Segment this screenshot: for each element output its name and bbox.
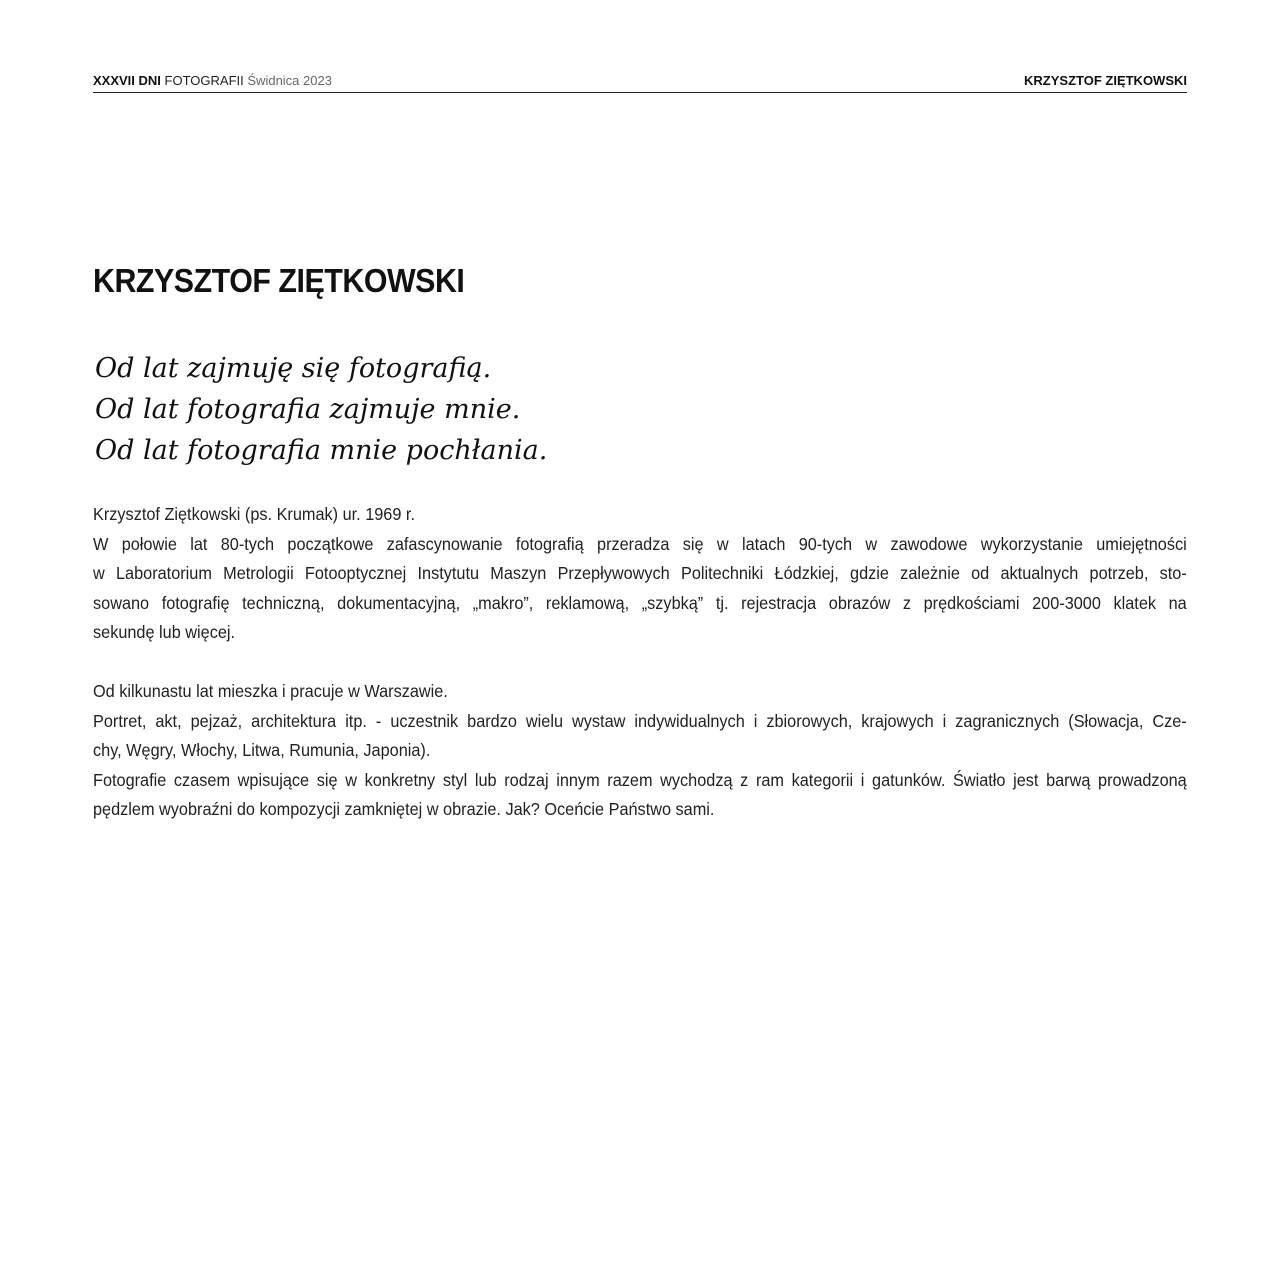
text-line: sowano fotografię techniczną, dokumentacyjną, „makro”, reklamową, „szybką” tj. rejestracja obrazów z prędkościami 200-3000 klatek na bbox=[93, 592, 1187, 613]
author-running-head: KRZYSZTOF ZIĘTKOWSKI bbox=[1024, 73, 1187, 88]
paragraph-spacer bbox=[93, 648, 1187, 678]
biography bbox=[93, 500, 1187, 825]
poem-line: Od lat zajmuję się fotografią. bbox=[95, 353, 492, 384]
text-line: w Laboratorium Metrologii Fotooptycznej Instytutu Maszyn Przepływowych Politechniki Łódzkiej, gdzie zależnie od aktualnych potrzeb, sto- bbox=[93, 563, 1187, 583]
edition-label: XXXVII DNI bbox=[93, 73, 161, 88]
event-label: FOTOGRAFII bbox=[164, 73, 244, 88]
text-line: W połowie lat 80-tych początkowe zafascynowanie fotografią przeradza się w latach 90-tych w zawodowe wykorzystanie umiejętności bbox=[93, 533, 1187, 554]
poem-line: Od lat fotografia mnie pochłania. bbox=[95, 435, 548, 466]
biography-paragraph-1 bbox=[93, 500, 1187, 648]
biography-paragraph-2 bbox=[93, 677, 1187, 825]
text-line: Krzysztof Ziętkowski (ps. Krumak) ur. 1969 r. bbox=[93, 504, 415, 524]
text-line: Fotografie czasem wpisujące się w konkretny styl lub rodzaj innym razem wychodzą z ram kategorii i gatunków. Światło jest barwą prowadzoną bbox=[93, 769, 1187, 790]
publication-title bbox=[93, 72, 332, 90]
text-line: sekundę lub więcej. bbox=[93, 622, 236, 642]
text-line: Od kilkunastu lat mieszka i pracuje w Warszawie. bbox=[93, 681, 448, 701]
place-year-label: Świdnica 2023 bbox=[247, 73, 332, 88]
text-line: chy, Węgry, Włochy, Litwa, Rumunia, Japonia). bbox=[93, 740, 431, 760]
page-title: KRZYSZTOF ZIĘTKOWSKI bbox=[93, 262, 465, 299]
text-line: Portret, akt, pejzaż, architektura itp. - uczestnik bardzo wielu wystaw indywidualnych i zbiorowych, krajowych i zagranicznych (Słowacja, Cze- bbox=[93, 710, 1187, 731]
running-header bbox=[93, 72, 1187, 93]
poem bbox=[95, 348, 547, 471]
poem-line: Od lat fotografia zajmuje mnie. bbox=[95, 394, 521, 425]
text-line: pędzlem wyobraźni do kompozycji zamkniętej w obrazie. Jak? Oceńcie Państwo sami. bbox=[93, 799, 715, 819]
